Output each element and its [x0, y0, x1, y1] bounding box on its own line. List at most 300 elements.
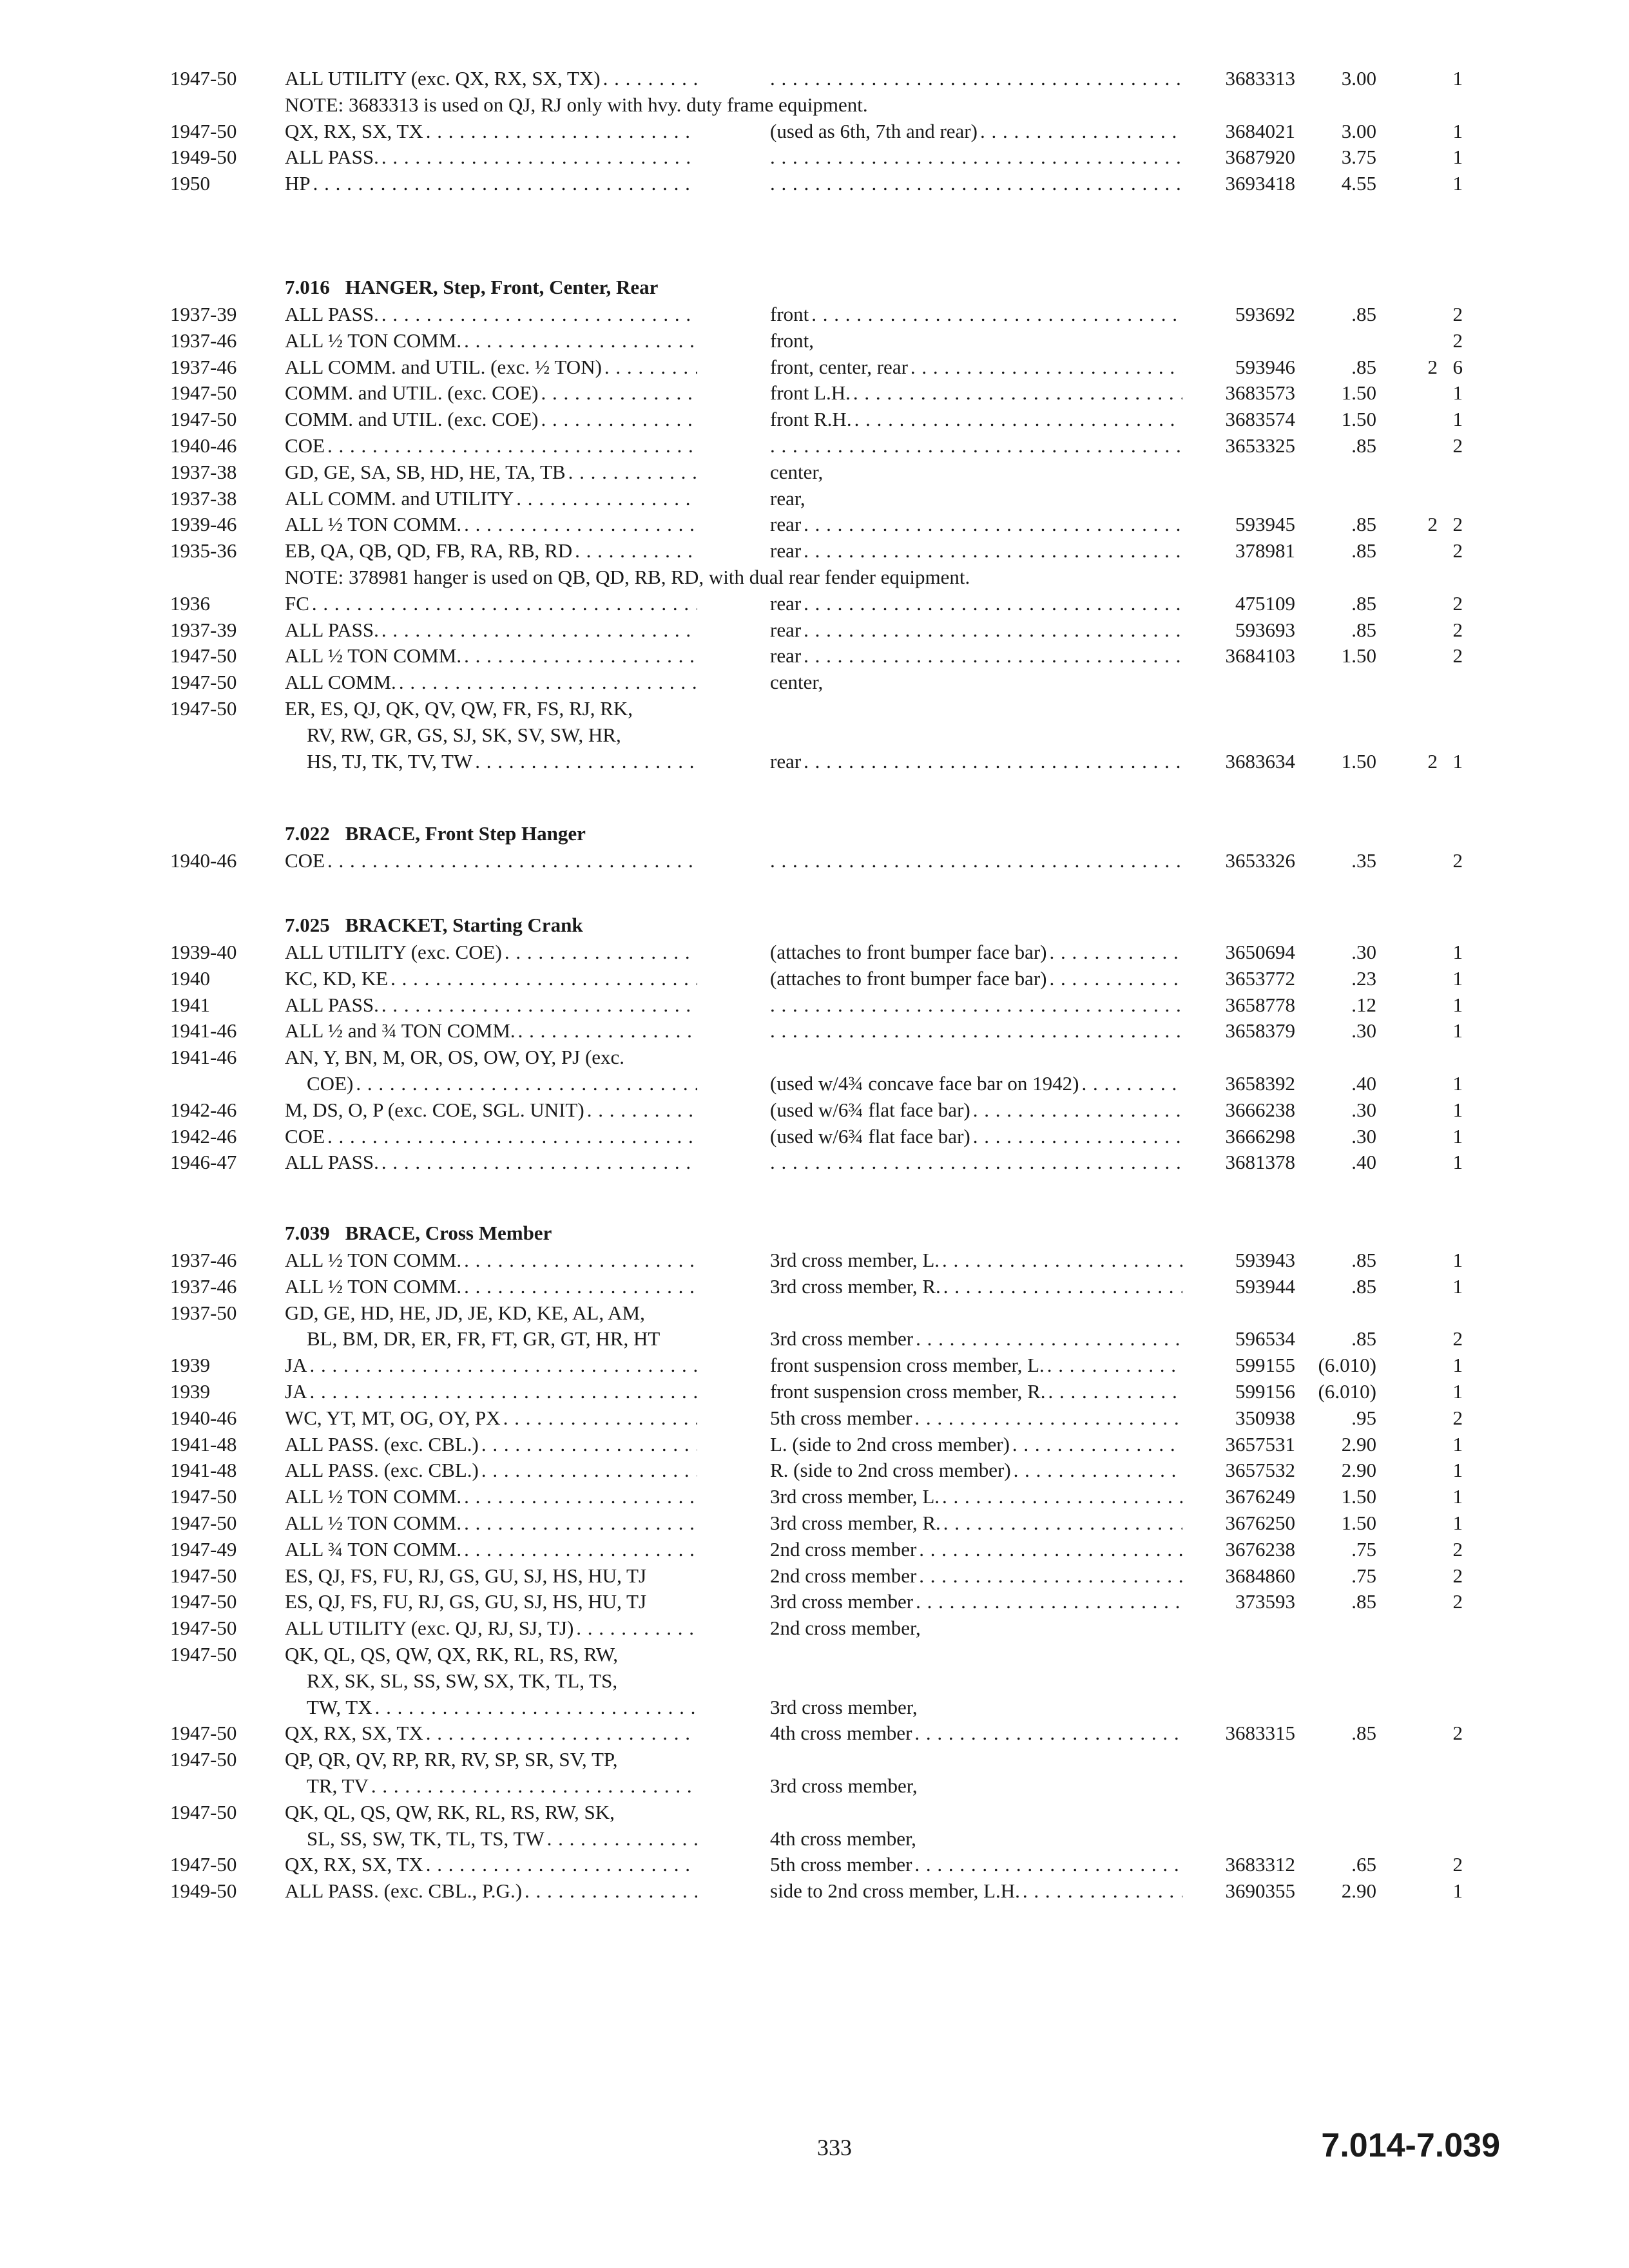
usage-description	[770, 1148, 1182, 1177]
part-number: 475109	[1235, 591, 1295, 615]
usage-description: center,	[770, 671, 824, 694]
list-price: .30	[1351, 1124, 1376, 1148]
part-row	[0, 432, 1629, 460]
part-number: 593946	[1235, 355, 1295, 378]
part-row	[0, 721, 1629, 749]
year-range: 1947-50	[170, 1564, 237, 1587]
part-row	[0, 616, 1629, 644]
part-number: 3666298	[1225, 1124, 1295, 1148]
part-row	[0, 64, 1629, 93]
model-list: ALL PASS. (exc. CBL., P.G.) . . .	[285, 1877, 697, 1905]
part-row	[0, 747, 1629, 776]
usage-description: rear . . .	[770, 642, 1182, 670]
model-list: ALL ½ TON COMM. . . .	[285, 1483, 697, 1511]
year-range: 1949-50	[170, 1879, 237, 1903]
model-list: ALL ½ TON COMM. . . .	[285, 510, 697, 539]
quantity: 2	[1452, 644, 1463, 668]
part-number: 3657531	[1225, 1432, 1295, 1456]
part-row	[0, 327, 1629, 355]
year-range: 1941-46	[170, 1046, 237, 1069]
usage-description: front, center, rear . . .	[770, 353, 1182, 381]
part-number: 593944	[1235, 1274, 1295, 1298]
quantity: 2	[1452, 1853, 1463, 1876]
model-list: ER, ES, QJ, QK, QV, QW, FR, FS, RJ, RK,	[285, 697, 633, 720]
year-range: 1937-38	[170, 486, 237, 510]
year-range: 1947-50	[170, 1485, 237, 1508]
part-row	[0, 991, 1629, 1019]
year-range: 1947-50	[170, 1800, 237, 1823]
part-row	[0, 405, 1629, 434]
usage-description: 2nd cross member,	[770, 1617, 921, 1640]
list-price: .40	[1351, 1072, 1376, 1095]
usage-description: rear . . .	[770, 616, 1182, 644]
list-price: .95	[1351, 1406, 1376, 1429]
model-list: ALL PASS. (exc. CBL.) . . .	[285, 1430, 697, 1459]
list-price: .85	[1351, 1722, 1376, 1745]
model-list: COE . . .	[285, 432, 697, 460]
usage-description: (attaches to front bumper face bar) . . .	[770, 965, 1182, 993]
model-list: WC, YT, MT, OG, OY, PX . . .	[285, 1404, 697, 1432]
list-price: 2.90	[1341, 1879, 1376, 1903]
part-number: 3683313	[1225, 67, 1295, 90]
list-price: .75	[1351, 1537, 1376, 1561]
part-row	[0, 1017, 1629, 1045]
quantity: 1	[1452, 993, 1463, 1016]
list-price: .30	[1351, 941, 1376, 963]
year-range: 1947-50	[170, 1643, 237, 1666]
model-list: JA . . .	[285, 1378, 697, 1406]
quantity: 1	[1452, 1151, 1463, 1174]
model-list: QK, QL, QS, QW, QX, RK, RL, RS, RW,	[285, 1643, 619, 1666]
model-list: ALL PASS. (exc. CBL.) . . .	[285, 1456, 697, 1485]
quantity: 2	[1452, 1537, 1463, 1561]
quantity: 1	[1452, 1879, 1463, 1903]
quantity: 1	[1452, 1124, 1463, 1148]
year-range: 1947-50	[170, 644, 237, 668]
part-number: 378981	[1235, 539, 1295, 562]
part-row	[0, 353, 1629, 381]
part-row	[0, 1378, 1629, 1406]
model-list: RX, SK, SL, SS, SW, SX, TK, TL, TS,	[307, 1669, 618, 1692]
part-row	[0, 1640, 1629, 1669]
list-price: 1.50	[1341, 381, 1376, 405]
year-range: 1941-48	[170, 1432, 237, 1456]
section-number: 7.039	[285, 1222, 330, 1244]
part-row	[0, 1719, 1629, 1747]
part-number: 350938	[1235, 1406, 1295, 1429]
list-price: 1.50	[1341, 408, 1376, 431]
list-price: .65	[1351, 1853, 1376, 1876]
quantity: 2	[1452, 303, 1463, 325]
list-price: .85	[1351, 434, 1376, 457]
part-row	[0, 1122, 1629, 1151]
model-list: HP . . .	[285, 169, 697, 198]
usage-description: front L.H. . . .	[770, 379, 1182, 407]
year-range: 1941-46	[170, 1019, 237, 1043]
quantity: 2	[1452, 1564, 1463, 1587]
year-range: 1947-50	[170, 408, 237, 431]
usage-description	[770, 991, 1182, 1019]
quantity: 1	[1452, 1380, 1463, 1403]
part-row	[0, 1614, 1629, 1642]
year-range: 1950	[170, 172, 210, 195]
usage-description	[770, 169, 1182, 198]
part-number: 3676238	[1225, 1537, 1295, 1561]
list-price: .85	[1351, 355, 1376, 378]
usage-description	[770, 1017, 1182, 1045]
model-list: TW, TX . . .	[285, 1693, 697, 1722]
part-number: 3684860	[1225, 1564, 1295, 1587]
model-list: COE . . .	[285, 847, 697, 875]
model-list: EB, QA, QB, QD, FB, RA, RB, RD . . .	[285, 537, 697, 565]
model-list: FC . . .	[285, 590, 697, 618]
part-number: 3683312	[1225, 1853, 1295, 1876]
year-range: 1935-36	[170, 539, 237, 562]
year-range: 1940	[170, 966, 210, 990]
part-row	[0, 169, 1629, 198]
year-range: 1941	[170, 993, 210, 1016]
year-range: 1940-46	[170, 849, 237, 872]
usage-description: rear . . .	[770, 747, 1182, 776]
list-price: .85	[1351, 1327, 1376, 1350]
part-row	[0, 1562, 1629, 1590]
model-list: GD, GE, HD, HE, JD, JE, KD, KE, AL, AM,	[285, 1301, 645, 1324]
usage-description: front suspension cross member, L. . . .	[770, 1351, 1182, 1379]
usage-description: front suspension cross member, R. . . .	[770, 1378, 1182, 1406]
list-price: .30	[1351, 1098, 1376, 1121]
model-list: ALL ¾ TON COMM. . . .	[285, 1535, 697, 1564]
year-range: 1947-50	[170, 671, 237, 694]
part-number: 3653772	[1225, 966, 1295, 990]
list-price: 2.90	[1341, 1459, 1376, 1482]
model-list: AN, Y, BN, M, OR, OS, OW, OY, PJ (exc.	[285, 1046, 625, 1069]
part-number: 3690355	[1225, 1879, 1295, 1903]
part-number: 593692	[1235, 303, 1295, 325]
part-number: 593945	[1235, 513, 1295, 536]
quantity: 2	[1452, 618, 1463, 641]
quantity: 2	[1452, 849, 1463, 872]
part-row	[0, 1877, 1629, 1905]
list-price: 1.50	[1341, 1485, 1376, 1508]
model-list: COMM. and UTIL. (exc. COE) . . .	[285, 379, 697, 407]
part-number: 3684021	[1225, 119, 1295, 142]
part-row	[0, 1273, 1629, 1301]
part-row	[0, 590, 1629, 618]
usage-description: side to 2nd cross member, L.H. . . .	[770, 1877, 1182, 1905]
list-price: .85	[1351, 1274, 1376, 1298]
model-list: QX, RX, SX, TX . . .	[285, 117, 697, 146]
section-title: BRACKET, Starting Crank	[345, 914, 583, 936]
list-price: .75	[1351, 1564, 1376, 1587]
section-heading	[285, 1219, 552, 1247]
usage-description: 3rd cross member, L. . . .	[770, 1246, 1182, 1274]
usage-description: (attaches to front bumper face bar) . . .	[770, 938, 1182, 966]
model-list: ALL COMM. and UTIL. (exc. ½ TON) . . .	[285, 353, 697, 381]
quantity: 2	[1452, 1406, 1463, 1429]
year-range: 1939	[170, 1354, 210, 1377]
quantity: 1	[1452, 1274, 1463, 1298]
year-range: 1937-46	[170, 355, 237, 378]
year-range: 1947-50	[170, 381, 237, 405]
part-row	[0, 537, 1629, 565]
usage-description: 4th cross member,	[770, 1827, 916, 1850]
year-range: 1947-50	[170, 1748, 237, 1771]
model-list: QX, RX, SX, TX . . .	[285, 1850, 697, 1879]
usage-description	[770, 432, 1182, 460]
part-row	[0, 1404, 1629, 1432]
model-list: ALL PASS. . . .	[285, 616, 697, 644]
usage-description: rear . . .	[770, 537, 1182, 565]
quantity: 2	[1452, 1327, 1463, 1350]
section-title: BRACE, Front Step Hanger	[345, 822, 586, 845]
model-list: ALL UTILITY (exc. COE) . . .	[285, 938, 697, 966]
section-number: 7.016	[285, 276, 330, 298]
list-price: 3.75	[1341, 146, 1376, 169]
model-list: BL, BM, DR, ER, FR, FT, GR, GT, HR, HT	[307, 1327, 660, 1350]
note-row	[0, 91, 1629, 119]
part-number: 3650694	[1225, 941, 1295, 963]
part-row	[0, 1096, 1629, 1124]
part-row	[0, 642, 1629, 670]
section-number: 7.022	[285, 822, 330, 845]
section-range: 7.014-7.039	[1321, 2127, 1500, 2164]
list-price: .85	[1351, 513, 1376, 536]
year-range: 1939-46	[170, 513, 237, 536]
part-row	[0, 1509, 1629, 1537]
usage-description: R. (side to 2nd cross member) . . .	[770, 1456, 1182, 1485]
model-list: ES, QJ, FS, FU, RJ, GS, GU, SJ, HS, HU, TJ	[285, 1564, 647, 1587]
part-number: 593693	[1235, 618, 1295, 641]
list-price: .85	[1351, 591, 1376, 615]
list-price: .85	[1351, 303, 1376, 325]
list-price: .40	[1351, 1151, 1376, 1174]
usage-description: 4th cross member . . .	[770, 1719, 1182, 1747]
quantity: 2	[1452, 539, 1463, 562]
part-row	[0, 1299, 1629, 1327]
year-range: 1942-46	[170, 1124, 237, 1148]
usage-description: 2nd cross member . . .	[770, 1562, 1182, 1590]
model-list: ALL ½ TON COMM. . . .	[285, 1509, 697, 1537]
year-range: 1947-50	[170, 1617, 237, 1640]
section-heading	[285, 273, 658, 302]
part-row	[0, 938, 1629, 966]
list-price: (6.010)	[1318, 1354, 1376, 1377]
part-number: 373593	[1235, 1590, 1295, 1613]
usage-description: 5th cross member . . .	[770, 1404, 1182, 1432]
model-list: ALL PASS. . . .	[285, 991, 697, 1019]
part-row	[0, 1798, 1629, 1827]
list-price: 3.00	[1341, 119, 1376, 142]
list-price: 1.50	[1341, 644, 1376, 668]
usage-description: front . . .	[770, 300, 1182, 329]
list-price: 3.00	[1341, 67, 1376, 90]
part-row	[0, 117, 1629, 146]
part-number: 593943	[1235, 1249, 1295, 1271]
model-list: ES, QJ, FS, FU, RJ, GS, GU, SJ, HS, HU, TJ	[285, 1590, 647, 1613]
year-range: 1947-49	[170, 1537, 237, 1561]
part-row	[0, 668, 1629, 697]
year-range: 1939-40	[170, 941, 237, 963]
model-list: ALL COMM. . . .	[285, 668, 697, 697]
list-price: .35	[1351, 849, 1376, 872]
usage-description: 3rd cross member,	[770, 1774, 918, 1797]
quantity: 1	[1452, 1485, 1463, 1508]
part-number: 3653325	[1225, 434, 1295, 457]
quantity: 1	[1452, 966, 1463, 990]
quantity: 2	[1452, 513, 1463, 536]
model-list: QP, QR, QV, RP, RR, RV, SP, SR, SV, TP,	[285, 1748, 618, 1771]
quantity: 6	[1452, 355, 1463, 378]
part-number: 3684103	[1225, 644, 1295, 668]
quantity: 1	[1452, 749, 1463, 773]
year-range: 1939	[170, 1380, 210, 1403]
year-range: 1947-50	[170, 1853, 237, 1876]
year-range: 1937-50	[170, 1301, 237, 1324]
model-list: QK, QL, QS, QW, RK, RL, RS, RW, SK,	[285, 1800, 615, 1823]
usage-description: 3rd cross member,	[770, 1695, 918, 1718]
quantity: 1	[1452, 1459, 1463, 1482]
quantity: 1	[1452, 1432, 1463, 1456]
part-number: 3683574	[1225, 408, 1295, 431]
part-number: 3658392	[1225, 1072, 1295, 1095]
part-number: 596534	[1235, 1327, 1295, 1350]
usage-description: 5th cross member . . .	[770, 1850, 1182, 1879]
part-row	[0, 300, 1629, 329]
usage-description: 3rd cross member, R. . . .	[770, 1273, 1182, 1301]
part-row	[0, 1772, 1629, 1800]
quantity-secondary: 2	[1427, 355, 1438, 378]
list-price: .85	[1351, 1590, 1376, 1613]
year-range: 1947-50	[170, 1722, 237, 1745]
note-text: NOTE: 3683313 is used on QJ, RJ only with hvy. duty frame equipment.	[285, 93, 868, 116]
usage-description: front R.H. . . .	[770, 405, 1182, 434]
part-number: 3657532	[1225, 1459, 1295, 1482]
year-range: 1947-50	[170, 697, 237, 720]
part-row	[0, 1588, 1629, 1616]
model-list: ALL PASS. . . .	[285, 143, 697, 171]
year-range: 1937-39	[170, 618, 237, 641]
usage-description: center,	[770, 460, 824, 483]
model-list: ALL COMM. and UTILITY . . .	[285, 485, 697, 513]
part-number: 3683315	[1225, 1722, 1295, 1745]
usage-description: 3rd cross member . . .	[770, 1325, 1182, 1353]
part-number: 599156	[1235, 1380, 1295, 1403]
model-list: GD, GE, SA, SB, HD, HE, TA, TB . . .	[285, 458, 697, 486]
part-number: 3676250	[1225, 1512, 1295, 1534]
part-row	[0, 1351, 1629, 1379]
part-row	[0, 1535, 1629, 1564]
usage-description	[770, 847, 1182, 875]
quantity: 1	[1452, 408, 1463, 431]
year-range: 1937-38	[170, 460, 237, 483]
usage-description: (used w/6¾ flat face bar) . . .	[770, 1122, 1182, 1151]
quantity-secondary: 2	[1427, 513, 1438, 536]
model-list: ALL ½ TON COMM. . . .	[285, 1273, 697, 1301]
model-list: ALL PASS. . . .	[285, 300, 697, 329]
list-price: .30	[1351, 1019, 1376, 1043]
part-row	[0, 485, 1629, 513]
part-number: 3658778	[1225, 993, 1295, 1016]
usage-description: 3rd cross member, R. . . .	[770, 1509, 1182, 1537]
quantity: 2	[1452, 1590, 1463, 1613]
quantity-secondary: 2	[1427, 749, 1438, 773]
quantity: 1	[1452, 172, 1463, 195]
list-price: .85	[1351, 539, 1376, 562]
quantity: 1	[1452, 119, 1463, 142]
list-price: .85	[1351, 1249, 1376, 1271]
model-list: ALL ½ TON COMM. . . .	[285, 327, 697, 355]
part-number: 3681378	[1225, 1151, 1295, 1174]
year-range: 1949-50	[170, 146, 237, 169]
list-price: (6.010)	[1318, 1380, 1376, 1403]
usage-description: 3rd cross member . . .	[770, 1588, 1182, 1616]
section-title: BRACE, Cross Member	[345, 1222, 552, 1244]
part-number: 3683634	[1225, 749, 1295, 773]
part-number: 3693418	[1225, 172, 1295, 195]
part-number: 599155	[1235, 1354, 1295, 1377]
part-number: 3676249	[1225, 1485, 1295, 1508]
model-list: COE . . .	[285, 1122, 697, 1151]
year-range: 1940-46	[170, 434, 237, 457]
part-number: 3658379	[1225, 1019, 1295, 1043]
model-list: ALL ½ and ¾ TON COMM. . . .	[285, 1017, 697, 1045]
section-title: HANGER, Step, Front, Center, Rear	[345, 276, 659, 298]
part-row	[0, 1850, 1629, 1879]
page-number: 333	[817, 2135, 852, 2160]
part-row	[0, 1148, 1629, 1177]
part-row	[0, 1745, 1629, 1774]
usage-description: L. (side to 2nd cross member) . . .	[770, 1430, 1182, 1459]
usage-description: 3rd cross member, L. . . .	[770, 1483, 1182, 1511]
quantity: 1	[1452, 1249, 1463, 1271]
quantity: 1	[1452, 941, 1463, 963]
quantity: 2	[1452, 591, 1463, 615]
part-row	[0, 695, 1629, 723]
year-range: 1937-46	[170, 1274, 237, 1298]
part-row	[0, 1430, 1629, 1459]
part-row	[0, 1043, 1629, 1072]
part-row	[0, 1246, 1629, 1274]
quantity: 2	[1452, 329, 1463, 352]
part-number: 3683573	[1225, 381, 1295, 405]
year-range: 1946-47	[170, 1151, 237, 1174]
model-list: COE) . . .	[285, 1070, 697, 1098]
list-price: .12	[1351, 993, 1376, 1016]
section-heading	[285, 911, 583, 939]
section-number: 7.025	[285, 914, 330, 936]
part-row	[0, 1693, 1629, 1722]
usage-description: rear . . .	[770, 590, 1182, 618]
list-price: 1.50	[1341, 1512, 1376, 1534]
year-range: 1947-50	[170, 119, 237, 142]
model-list: JA . . .	[285, 1351, 697, 1379]
part-row	[0, 1667, 1629, 1695]
usage-description: rear . . .	[770, 510, 1182, 539]
model-list: ALL ½ TON COMM. . . .	[285, 642, 697, 670]
part-row	[0, 379, 1629, 407]
quantity: 1	[1452, 381, 1463, 405]
part-row	[0, 458, 1629, 486]
quantity: 2	[1452, 1722, 1463, 1745]
part-row	[0, 965, 1629, 993]
part-number: 3687920	[1225, 146, 1295, 169]
year-range: 1947-50	[170, 1590, 237, 1613]
year-range: 1936	[170, 591, 210, 615]
part-number: 3653326	[1225, 849, 1295, 872]
list-price: .85	[1351, 618, 1376, 641]
year-range: 1940-46	[170, 1406, 237, 1429]
list-price: 1.50	[1341, 749, 1376, 773]
